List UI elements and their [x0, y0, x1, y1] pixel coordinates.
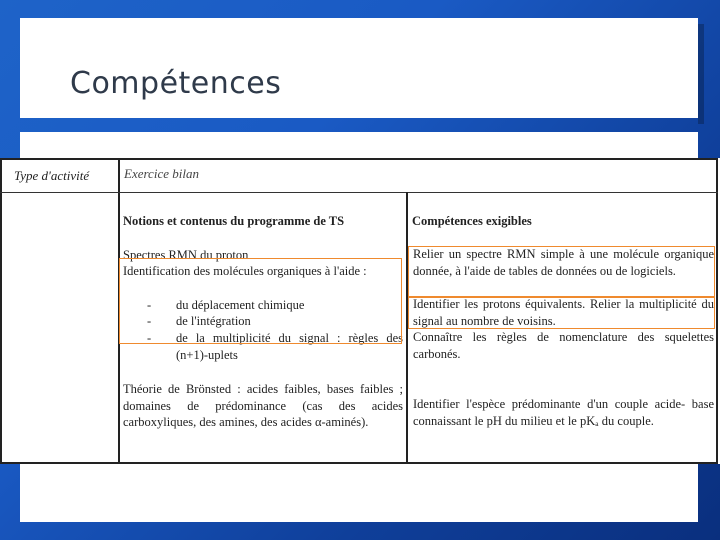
- title-panel: [20, 18, 698, 118]
- title-panel-shadow: [698, 24, 704, 124]
- bullet-marker: -: [147, 331, 152, 345]
- highlight-protons-competence-box: [408, 297, 715, 329]
- bullet-integration: de l'intégration: [176, 314, 251, 328]
- competences-column-header: Compétences exigibles: [412, 214, 532, 228]
- notions-column-header: Notions et contenus du programme de TS: [123, 214, 345, 228]
- highlight-identification-box: [119, 258, 402, 344]
- table-border-left: [0, 158, 2, 464]
- competence-equivalent-protons: Identifier les protons équivalents. Relier la multiplicité du signal au nombre de voisins.: [413, 297, 714, 328]
- identification-text: Identification des molécules organiques à l'aide :: [123, 264, 367, 278]
- competence-rmn-spectrum: Relier un spectre RMN simple à une molécule organique donnée, à l'aide de tables de données ou de logiciels.: [413, 247, 714, 278]
- competence-nomenclature: Connaître les règles de nomenclature des squelettes carbonés.: [413, 330, 714, 361]
- activity-value: Exercice bilan: [124, 166, 199, 181]
- bullet-marker: -: [147, 314, 152, 328]
- rmn-spectra-title: Spectres RMN du proton: [123, 248, 249, 262]
- table-border-top: [0, 158, 718, 160]
- highlight-rmn-competence-box: [408, 246, 715, 297]
- bullet-multiplicity: de la multiplicité du signal : règles des (n+1)-uplets: [176, 331, 403, 362]
- slide-title: Compétences: [70, 66, 282, 101]
- table-border-right: [716, 158, 718, 464]
- bullet-chemical-shift: du déplacement chimique: [176, 298, 305, 312]
- table-row-divider: [0, 192, 718, 193]
- competences-table-image: [0, 158, 720, 464]
- competence-predominant-species: Identifier l'espèce prédominante d'un couple acide- base connaissant le pH du milieu et le pKₐ du couple.: [413, 397, 714, 428]
- bullet-marker: -: [147, 298, 152, 312]
- bronsted-theory-text: Théorie de Brönsted : acides faibles, bases faibles ; domaines de prédominance (cas des acides carboxyliques, des amines, des acides α-aminés).: [123, 382, 403, 429]
- type-activity-label: Type d'activité: [14, 168, 90, 183]
- table-border-bottom: [0, 462, 718, 464]
